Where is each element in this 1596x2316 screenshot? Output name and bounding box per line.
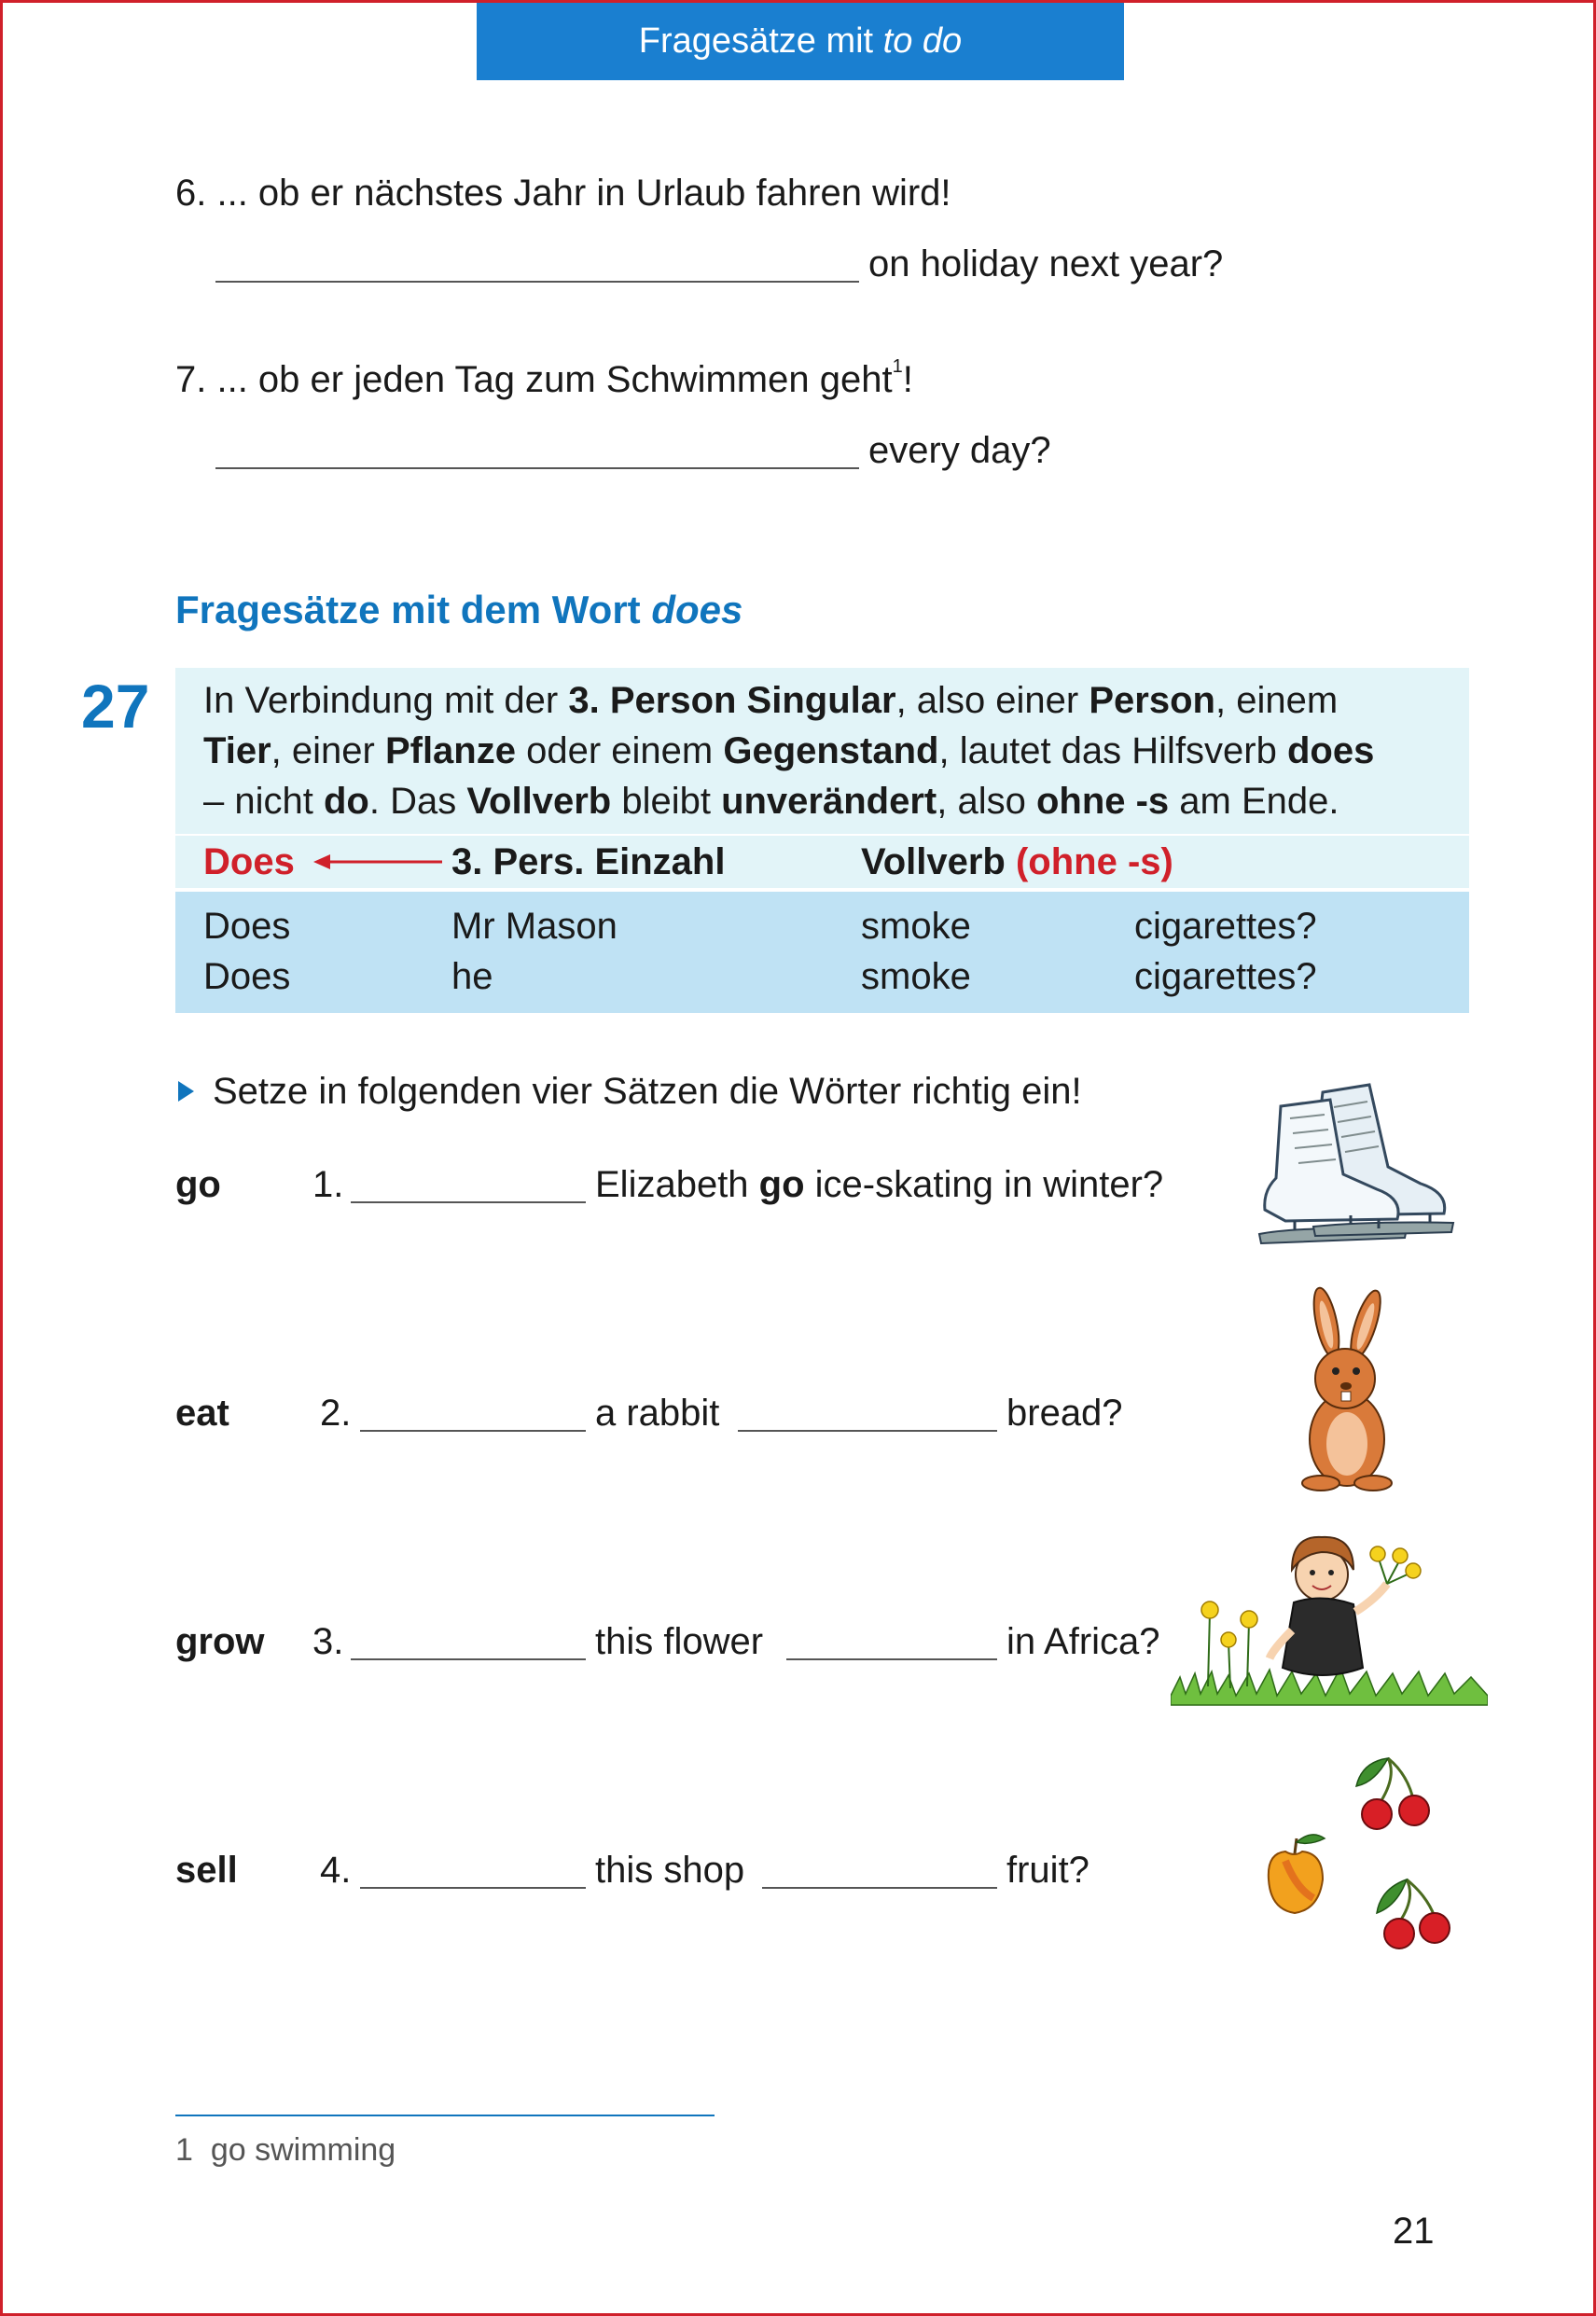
exercise-number: 27 — [81, 672, 150, 741]
footnote — [175, 2129, 396, 2170]
exercise-2-part2: bread? — [1006, 1393, 1123, 1434]
exercise-4-blank-1[interactable] — [360, 1887, 586, 1889]
header-vollverb: Vollverb (ohne -s) — [861, 841, 1173, 882]
header-person: 3. Pers. Einzahl — [451, 841, 726, 882]
exercise-3-blank-1[interactable] — [351, 1658, 586, 1660]
info-line-2: Tier, einer Pflanze oder einem Gegenstand, lautet das Hilfsverb does — [203, 730, 1375, 771]
footnote-divider — [175, 2115, 715, 2116]
exercise-4-number: 4. — [320, 1850, 352, 1891]
exercise-3-number: 3. — [312, 1621, 344, 1662]
item-6-suffix: on holiday next year? — [868, 243, 1224, 284]
exercise-2-number: 2. — [320, 1393, 352, 1434]
item-7-answer-line[interactable] — [215, 467, 859, 469]
info-table-rows — [175, 892, 1469, 1013]
row-2-subject: he — [451, 956, 493, 997]
row-2-verb: smoke — [861, 956, 971, 997]
item-6-prompt: 6. ... ob er nächstes Jahr in Urlaub fahren wird! — [175, 173, 951, 214]
exercise-4-part1: this shop — [595, 1850, 745, 1891]
info-explanation-panel — [175, 668, 1469, 834]
row-1-object: cigarettes? — [1134, 906, 1317, 947]
instruction-text: Setze in folgenden vier Sätzen die Wörter richtig ein! — [213, 1071, 1082, 1112]
grammar-info-box — [175, 668, 1469, 1013]
section-title — [175, 588, 742, 632]
rabbit-illustration — [1295, 1285, 1407, 1495]
info-line-3: – nicht do. Das Vollverb bleibt unverändert, also ohne -s am Ende. — [203, 781, 1339, 822]
section-title-text: Fragesätze mit dem Wort — [175, 588, 652, 631]
fruit-illustration — [1257, 1749, 1463, 1973]
exercise-1-number: 1. — [312, 1164, 344, 1205]
item-7-text: 7. ... ob er jeden Tag zum Schwimmen geht — [175, 359, 893, 400]
exercise-3-word: grow — [175, 1621, 265, 1662]
row-1-subject: Mr Mason — [451, 906, 618, 947]
exercise-1-word: go — [175, 1164, 221, 1205]
exercise-2-blank-2[interactable] — [738, 1430, 997, 1432]
exercise-2-blank-1[interactable] — [360, 1430, 586, 1432]
section-title-italic: does — [651, 588, 743, 631]
triangle-bullet-icon — [178, 1081, 194, 1102]
header-does: Does — [203, 841, 295, 882]
chapter-header — [477, 3, 1124, 80]
ice-skates-illustration — [1257, 1074, 1463, 1251]
item-6-answer-line[interactable] — [215, 281, 859, 283]
item-7-prompt — [175, 357, 913, 402]
info-line-1: In Verbindung mit der 3. Person Singular, also einer Person, einem — [203, 680, 1339, 721]
exercise-2-word: eat — [175, 1393, 229, 1434]
exercise-3-part1: this flower — [595, 1621, 764, 1662]
girl-with-flowers-illustration — [1171, 1519, 1488, 1710]
info-explanation — [203, 675, 1453, 826]
exercise-4-blank-2[interactable] — [762, 1887, 997, 1889]
exercise-4-word: sell — [175, 1850, 238, 1891]
page-number: 21 — [1393, 2211, 1435, 2252]
exercise-1-blank[interactable] — [351, 1201, 586, 1203]
exercise-4-part2: fruit? — [1006, 1850, 1089, 1891]
arrow-left-icon — [313, 853, 444, 871]
chapter-header-text: Fragesätze mit — [638, 21, 883, 61]
footnote-ref: 1 — [892, 356, 903, 377]
row-1-does: Does — [203, 906, 291, 947]
chapter-header-italic: to do — [882, 21, 963, 61]
item-7-exclaim: ! — [902, 359, 913, 400]
exercise-3-part2: in Africa? — [1006, 1621, 1160, 1662]
info-table-header — [175, 836, 1469, 888]
row-2-does: Does — [203, 956, 291, 997]
footnote-number: 1 — [175, 2132, 193, 2168]
exercise-3-blank-2[interactable] — [786, 1658, 997, 1660]
exercise-2-part1: a rabbit — [595, 1393, 720, 1434]
row-1-verb: smoke — [861, 906, 971, 947]
exercise-1-sentence: Elizabeth go ice-skating in winter? — [595, 1164, 1164, 1205]
footnote-text: go swimming — [210, 2132, 396, 2168]
row-2-object: cigarettes? — [1134, 956, 1317, 997]
item-7-suffix: every day? — [868, 430, 1051, 471]
